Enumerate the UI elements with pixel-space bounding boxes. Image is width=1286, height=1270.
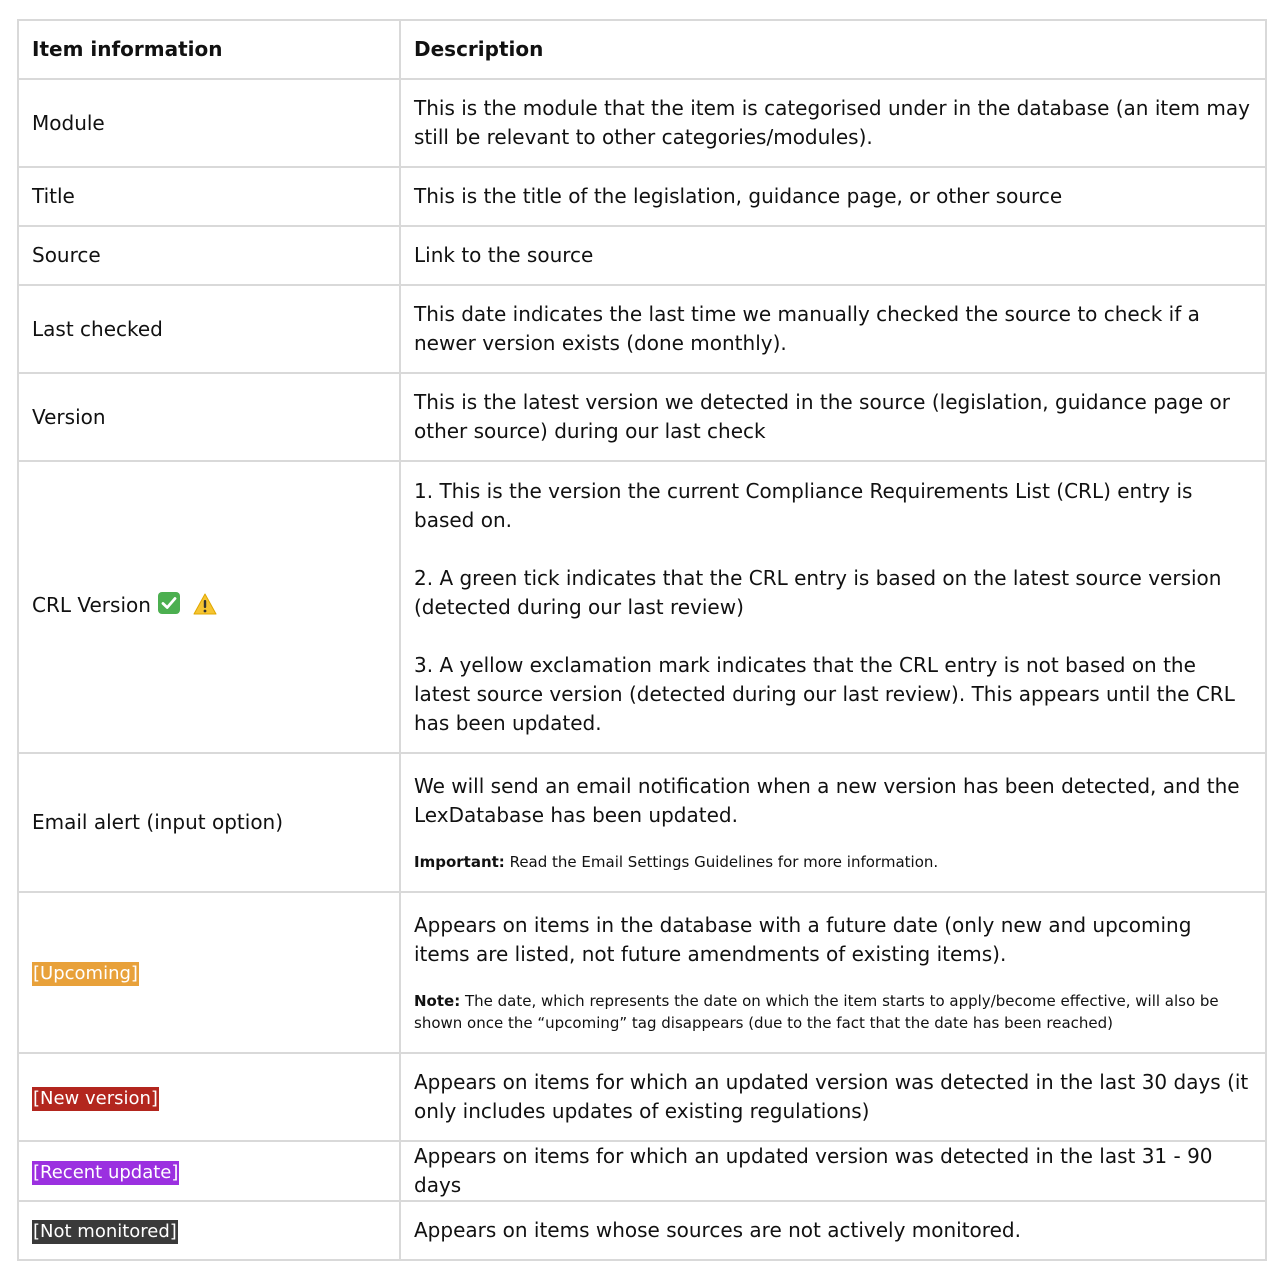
info-table-container [17, 19, 1265, 1261]
row-desc-source: Link to the source [400, 226, 1266, 285]
row-name-version: Version [18, 373, 400, 461]
email-alert-note-label: Important: [414, 853, 505, 871]
row-desc-last-checked: This date indicates the last time we manually checked the source to check if a newer version exists (done monthly). [400, 285, 1266, 373]
upcoming-description: Appears on items in the database with a future date (only new and upcoming items are listed, not future amendments of existing items). [414, 913, 1192, 966]
row-name-new-version-cell [18, 1053, 400, 1141]
table-row [18, 285, 1266, 373]
row-name-last-checked: Last checked [18, 285, 400, 373]
row-desc-version: This is the latest version we detected in the source (legislation, guidance page or other source) during our last check [400, 373, 1266, 461]
email-alert-note [414, 851, 1252, 873]
header-item-information: Item information [18, 20, 400, 79]
header-description: Description [400, 20, 1266, 79]
crl-desc-point-3: 3. A yellow exclamation mark indicates that the CRL entry is not based on the latest source version (detected during our last review). This appears until the CRL has been updated. [414, 652, 1235, 735]
table-header-row [18, 20, 1266, 79]
warning-icon [193, 593, 217, 623]
row-desc-crl-version [400, 461, 1266, 753]
row-desc-recent-update: Appears on items for which an updated version was detected in the last 31 - 90 days [400, 1141, 1266, 1201]
row-name-crl-version: CRL Version [32, 593, 151, 617]
row-name-not-monitored-cell [18, 1201, 400, 1260]
row-name-upcoming-cell [18, 892, 400, 1053]
table-row [18, 167, 1266, 226]
table-row [18, 226, 1266, 285]
row-desc-module: This is the module that the item is categorised under in the database (an item may still be relevant to other categories/modules). [400, 79, 1266, 167]
table-row [18, 753, 1266, 892]
upcoming-tag: [Upcoming] [33, 963, 138, 984]
row-name-source: Source [18, 226, 400, 285]
not-monitored-tag: [Not monitored] [33, 1221, 177, 1242]
table-row [18, 1053, 1266, 1141]
table-row [18, 79, 1266, 167]
row-name-title: Title [18, 167, 400, 226]
crl-desc-point-2: 2. A green tick indicates that the CRL entry is based on the latest source version (detected during our last review) [414, 565, 1222, 619]
row-desc-email-alert [400, 753, 1266, 892]
upcoming-note [414, 990, 1252, 1034]
new-version-tag: [New version] [33, 1087, 158, 1109]
row-desc-not-monitored: Appears on items whose sources are not actively monitored. [400, 1201, 1266, 1260]
table-row [18, 892, 1266, 1053]
email-alert-description: We will send an email notification when a new version has been detected, and the LexDatabase has been updated. [414, 774, 1240, 827]
row-desc-upcoming [400, 892, 1266, 1053]
crl-desc-point-1: 1. This is the version the current Compliance Requirements List (CRL) entry is based on. [414, 478, 1193, 532]
table-row [18, 461, 1266, 753]
table-row [18, 1141, 1266, 1201]
row-desc-title: This is the title of the legislation, guidance page, or other source [400, 167, 1266, 226]
recent-update-tag: [Recent update] [33, 1161, 179, 1183]
table-row [18, 373, 1266, 461]
row-name-crl-version-cell [18, 461, 400, 753]
row-name-email-alert: Email alert (input option) [18, 753, 400, 892]
item-information-table [17, 19, 1267, 1261]
row-desc-new-version: Appears on items for which an updated version was detected in the last 30 days (it only includes updates of existing regulations) [400, 1053, 1266, 1141]
upcoming-note-label: Note: [414, 992, 461, 1010]
green-check-icon [157, 591, 181, 623]
table-row [18, 1201, 1266, 1260]
upcoming-note-text: The date, which represents the date on which the item starts to apply/become effective, will also be shown once the “upcoming” tag disappears (due to the fact that the date has been reached) [414, 992, 1219, 1032]
row-name-module: Module [18, 79, 400, 167]
row-name-recent-update-cell [18, 1141, 400, 1201]
email-alert-note-text: Read the Email Settings Guidelines for more information. [504, 853, 939, 871]
